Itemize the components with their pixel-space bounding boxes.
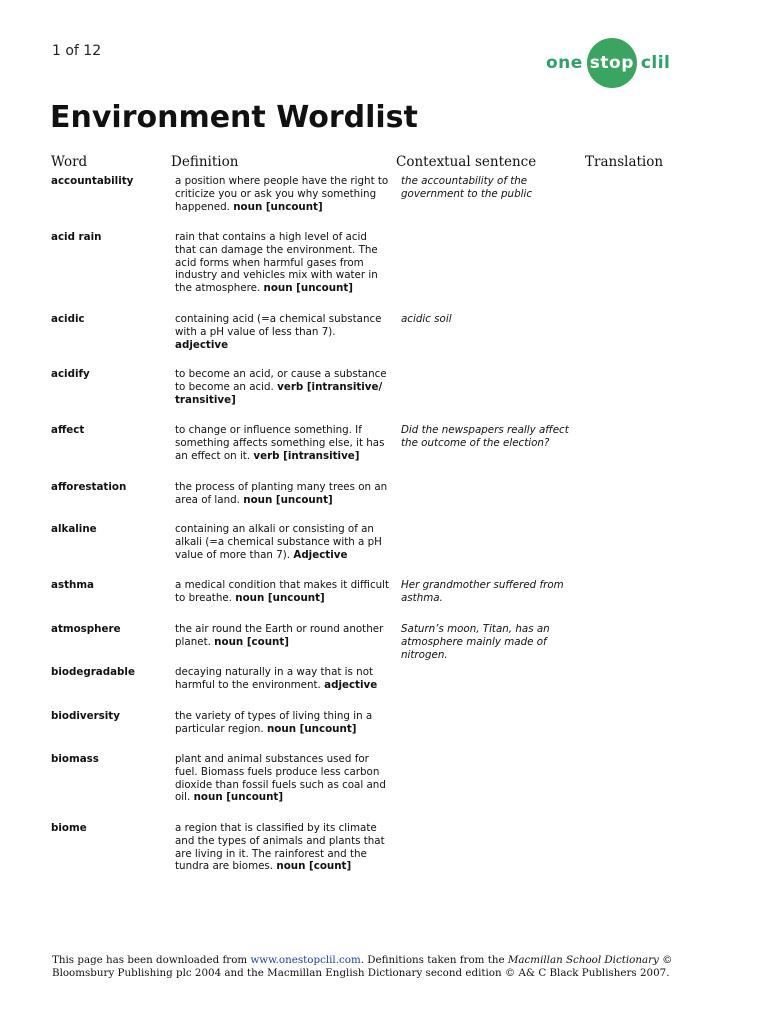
footer-book-title: Macmillan School Dictionary <box>507 954 659 966</box>
header-definition: Definition <box>171 154 239 170</box>
entry-word: alkaline <box>51 523 97 535</box>
footer-link[interactable]: www.onestopclil.com <box>250 954 361 966</box>
entry-definition: the variety of types of living thing in a particular region. noun [uncount] <box>175 710 373 735</box>
page-title: Environment Wordlist <box>50 100 418 135</box>
entry-word: atmosphere <box>51 623 121 635</box>
footer-text: This page has been downloaded from <box>52 954 251 966</box>
entry-part-of-speech: noun [uncount] <box>193 791 284 804</box>
entry-definition: to change or influence something. If something affects something else, it has an effect on it. verb [intransitive] <box>175 424 385 462</box>
entry-definition: a region that is classified by its climate and the types of animals and plants that are living in it. The rainforest and the tundra are biomes. noun [count] <box>175 822 385 873</box>
entry-word: biome <box>51 822 87 834</box>
entry-part-of-speech: noun [uncount] <box>263 282 353 295</box>
entry-contextual-sentence: acidic soil <box>401 313 452 325</box>
entry-word: accountability <box>51 175 134 187</box>
entry-contextual-sentence: Did the newspapers really affect the outcome of the election? <box>401 424 569 449</box>
entry-part-of-speech: adjective <box>175 338 229 351</box>
page-footer <box>52 954 692 980</box>
entry-contextual-sentence: the accountability of the government to the public <box>401 175 532 200</box>
entry-word: asthma <box>51 579 95 591</box>
footer-text: © Bloomsbury Publishing plc 2004 and the Macmillan English Dictionary second edition © A& C Black Publishers 2007. <box>52 954 673 979</box>
header-translation: Translation <box>585 154 664 170</box>
logo-text-stop: stop <box>589 53 634 73</box>
entry-definition: the process of planting many trees on an area of land. noun [uncount] <box>175 481 388 506</box>
entry-word: acid rain <box>51 231 102 243</box>
entry-part-of-speech: verb [intransitive/ transitive] <box>175 380 383 406</box>
entry-part-of-speech: noun [uncount] <box>243 493 333 506</box>
entry-definition: containing acid (=a chemical substance with a pH value of less than 7). adjective <box>175 313 382 351</box>
entry-part-of-speech: noun [count] <box>276 860 352 873</box>
entry-definition: rain that contains a high level of acid that can damage the environment. The acid forms when harmful gases from industry and vehicles mix with water in the atmosphere. noun [uncount] <box>175 231 378 295</box>
entry-part-of-speech: noun [uncount] <box>233 200 323 213</box>
column-headers <box>0 154 768 174</box>
entry-word: biodiversity <box>51 710 120 722</box>
entry-part-of-speech: noun [uncount] <box>266 722 357 735</box>
entry-part-of-speech: adjective <box>324 678 378 691</box>
entry-definition: to become an acid, or cause a substance to become an acid. verb [intransitive/ transitive] <box>175 368 387 406</box>
logo-text-clil: clil <box>640 53 671 73</box>
entry-definition: plant and animal substances used for fuel. Biomass fuels produce less carbon dioxide than fossil fuels such as coal and oil. noun [uncount] <box>175 753 386 804</box>
entry-word: biomass <box>51 753 99 765</box>
entry-definition: the air round the Earth or round another planet. noun [count] <box>175 623 384 648</box>
entry-definition: decaying naturally in a way that is not harmful to the environment. adjective <box>175 666 378 691</box>
entry-part-of-speech: verb [intransitive] <box>253 449 360 462</box>
header-contextual-sentence: Contextual sentence <box>396 154 537 170</box>
entry-contextual-sentence: Saturn’s moon, Titan, has an atmosphere mainly made of nitrogen. <box>401 623 550 661</box>
entry-word: acidify <box>51 368 90 380</box>
entry-word: acidic <box>51 313 85 325</box>
logo-text-one: one <box>546 53 583 73</box>
entry-definition: a position where people have the right to criticize you or ask you why something happened. noun [uncount] <box>175 175 389 213</box>
entry-contextual-sentence: Her grandmother suffered from asthma. <box>401 579 564 604</box>
footer-text: . Definitions taken from the <box>360 954 508 966</box>
entry-word: affect <box>51 424 85 436</box>
entry-word: afforestation <box>51 481 127 493</box>
entry-part-of-speech: Adjective <box>293 548 348 561</box>
header-word: Word <box>51 154 88 170</box>
entry-part-of-speech: noun [uncount] <box>235 591 325 604</box>
entry-definition: a medical condition that makes it difficult to breathe. noun [uncount] <box>175 579 390 604</box>
entry-word: biodegradable <box>51 666 135 678</box>
page-number: 1 of 12 <box>52 43 102 59</box>
onestopclil-logo[interactable] <box>546 38 670 88</box>
entry-part-of-speech: noun [count] <box>214 635 289 648</box>
entry-definition: containing an alkali or consisting of an alkali (=a chemical substance with a pH value of more than 7). Adjective <box>175 523 382 561</box>
logo-circle <box>587 38 637 88</box>
